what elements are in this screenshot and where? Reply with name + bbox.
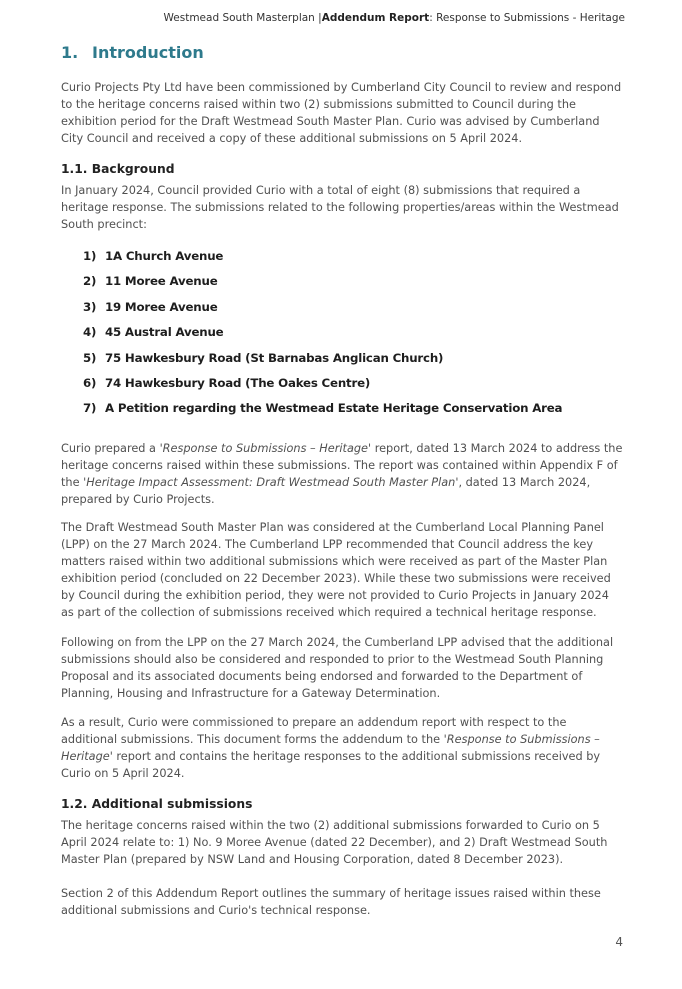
list-item — [83, 325, 562, 350]
intro-paragraph: Curio Projects Pty Ltd have been commissioned by Cumberland City Council to review and respond to the heritage concerns raised within two (2) submissions submitted to Council during the exhibition period for the Draft Westmead South Master Plan. Curio was advised by Cumberland City Council and received a copy of these additional submissions on 5 April 2024. — [61, 81, 622, 145]
report-title-italic: Response to Submissions – Heritage — [61, 733, 600, 763]
list-number: 4) — [83, 325, 97, 340]
header-title: Westmead South Masterplan | — [163, 12, 322, 24]
header-subtitle: : Response to Submissions - Heritage — [429, 12, 625, 24]
list-number: 1) — [83, 249, 97, 263]
list-item — [83, 376, 562, 401]
report-title-italic: Response to Submissions – Heritage — [162, 442, 369, 455]
list-text: 19 Moree Avenue — [105, 299, 218, 314]
list-text: 74 Hawkesbury Road (The Oakes Centre) — [105, 375, 371, 390]
subheading-background: 1.1. Background — [61, 162, 175, 176]
list-text: 11 Moree Avenue — [105, 274, 218, 289]
additional-paragraph-2: Section 2 of this Addendum Report outlines the summary of heritage issues raised within these additional submissions and Curio's technical response. — [61, 887, 601, 917]
list-number: 6) — [83, 375, 97, 390]
background-paragraph-3: The Draft Westmead South Master Plan was considered at the Cumberland Local Planning Panel (LPP) on the 27 March 2024. The Cumberland LPP recommended that Council address the key matters raised within two additional submissions which were received as part of the Master Plan exhibition period (concluded on 22 December 2023). While these two submissions were received by Council during the exhibition period, they were not provided to Curio Projects in January 2024 as part of the collection of submissions received which required a technical heritage response. — [61, 521, 611, 619]
list-item — [83, 274, 562, 299]
section-number: 1. — [61, 43, 79, 62]
subheading-additional-submissions: 1.2. Additional submissions — [61, 797, 253, 811]
text-run: Curio prepared a ' — [61, 442, 163, 455]
list-number: 5) — [83, 350, 97, 365]
page-number: 4 — [615, 935, 623, 949]
text-run: As a result, Curio were commissioned to prepare an addendum report with respect to the additional submissions. This document forms the addendum to the ' — [61, 716, 567, 746]
text-run: ' report, dated 13 March 2024 to address the heritage concerns raised within these submissions. The report was contained within Appendix F of the ' — [61, 442, 623, 489]
properties-list — [83, 249, 562, 427]
list-item — [83, 401, 562, 426]
list-text: 1A Church Avenue — [105, 249, 224, 263]
section-heading-introduction — [61, 43, 204, 62]
list-number: 7) — [83, 401, 97, 416]
list-text: A Petition regarding the Westmead Estate Heritage Conservation Area — [105, 401, 563, 416]
report-title-italic: Heritage Impact Assessment: Draft Westmead South Master Plan — [86, 476, 456, 489]
list-text: 45 Austral Avenue — [105, 325, 224, 340]
list-item — [83, 249, 562, 274]
running-header — [164, 12, 625, 24]
text-run: ' report and contains the heritage responses to the additional submissions received by Curio on 5 April 2024. — [61, 750, 601, 780]
background-paragraph-2 — [61, 440, 623, 508]
text-run: ', dated 13 March 2024, prepared by Curio Projects. — [61, 476, 591, 506]
background-paragraph-4: Following on from the LPP on the 27 March 2024, the Cumberland LPP advised that the additional submissions should also be considered and responded to prior to the Westmead South Planning Proposal and its associated documents being endorsed and forwarded to the Department of Planning, Housing and Infrastructure for a Gateway Determination. — [61, 636, 614, 700]
list-item — [83, 300, 562, 325]
header-report-name: Addendum Report — [321, 12, 430, 24]
list-item — [83, 351, 562, 376]
background-paragraph-5 — [61, 714, 623, 782]
background-paragraph-1: In January 2024, Council provided Curio with a total of eight (8) submissions that required a heritage response. The submissions related to the following properties/areas within the Westmead South precinct: — [61, 184, 619, 231]
additional-paragraph-1: The heritage concerns raised within the two (2) additional submissions forwarded to Curio on 5 April 2024 relate to: 1) No. 9 Moree Avenue (dated 22 December), and 2) Draft Westmead South Master Plan (prepared by NSW Land and Housing Corporation, dated 8 December 2023). — [61, 819, 608, 866]
list-text: 75 Hawkesbury Road (St Barnabas Anglican Church) — [105, 350, 444, 365]
list-number: 3) — [83, 299, 97, 314]
list-number: 2) — [83, 274, 97, 289]
section-title: Introduction — [92, 43, 204, 62]
